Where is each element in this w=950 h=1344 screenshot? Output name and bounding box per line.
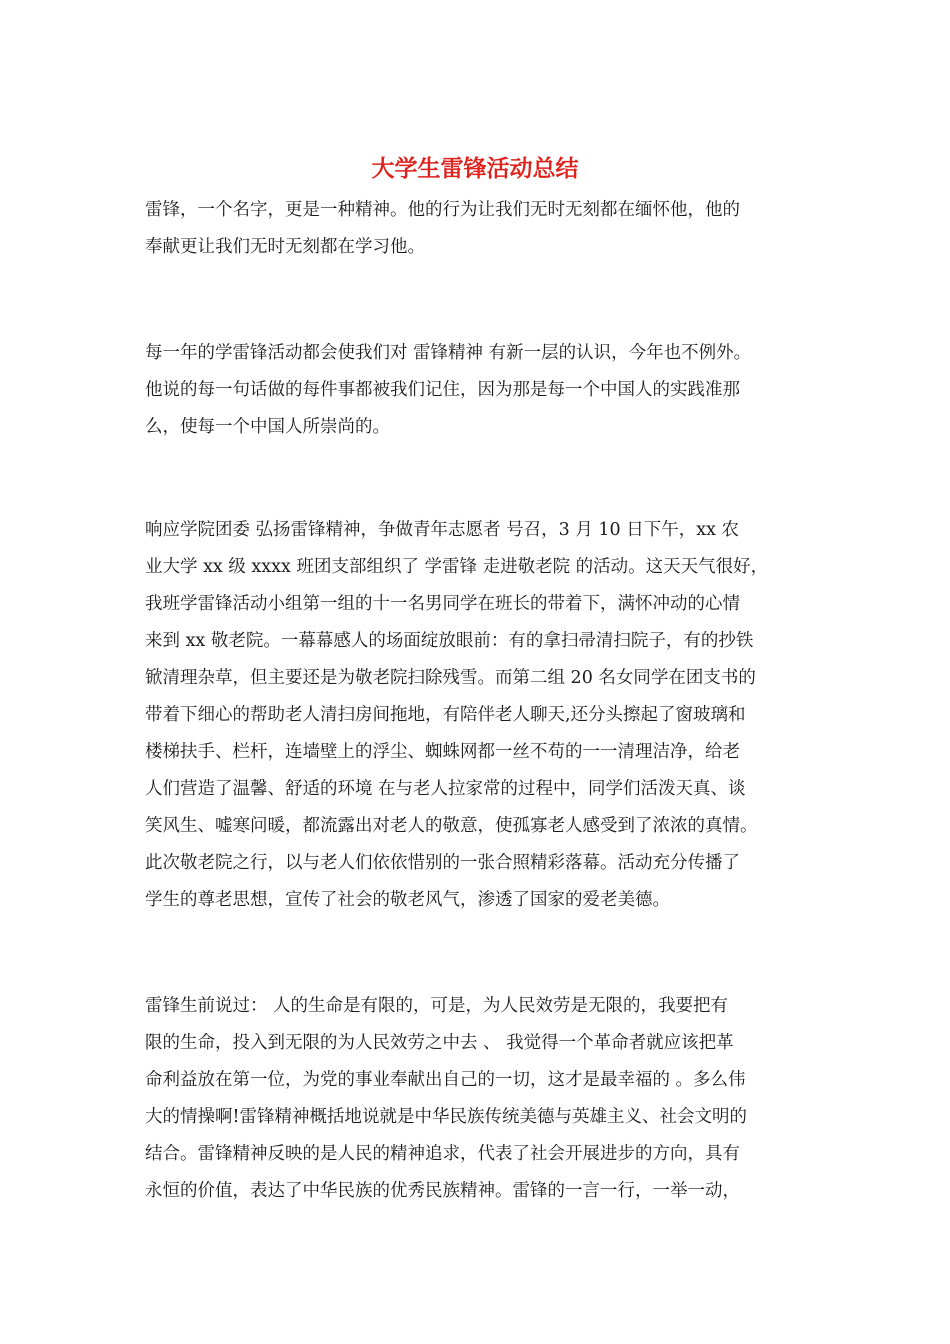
- paragraph-line: 锨清理杂草，但主要还是为敬老院扫除残雪。而第二组 20 名女同学在团支书的: [145, 668, 756, 688]
- paragraph-line: 笑风生、嘘寒问暖，都流露出对老人的敬意，使孤寡老人感受到了浓浓的真情。: [145, 816, 758, 836]
- paragraph-line: 每一年的学雷锋活动都会使我们对 雷锋精神 有新一层的认识，今年也不例外。: [145, 343, 752, 363]
- paragraph-line: 他说的每一句话做的每件事都被我们记住，因为那是每一个中国人的实践准那: [145, 380, 740, 400]
- paragraph-line: 永恒的价值，表达了中华民族的优秀民族精神。雷锋的一言一行，一举一动，: [145, 1181, 740, 1201]
- document-title: 大学生雷锋活动总结: [371, 156, 579, 182]
- paragraph-line: 么，使每一个中国人所崇尚的。: [145, 417, 390, 437]
- paragraph-line: 带着下细心的帮助老人清扫房间拖地，有陪伴老人聊天,还分头擦起了窗玻璃和: [145, 705, 746, 725]
- paragraph-line: 我班学雷锋活动小组第一组的十一名男同学在班长的带着下，满怀冲动的心情: [145, 594, 740, 614]
- paragraph-line: 大的情操啊!雷锋精神概括地说就是中华民族传统美德与英雄主义、社会文明的: [145, 1107, 748, 1127]
- paragraph-line: 此次敬老院之行，以与老人们依依惜别的一张合照精彩落幕。活动充分传播了: [145, 853, 740, 873]
- paragraph-line: 学生的尊老思想，宣传了社会的敬老风气，渗透了国家的爱老美德。: [145, 890, 670, 910]
- paragraph-line: 来到 xx 敬老院。一幕幕感人的场面绽放眼前：有的拿扫帚清扫院子，有的抄铁: [145, 631, 754, 651]
- paragraph-line: 响应学院团委 弘扬雷锋精神，争做青年志愿者 号召，3 月 10 日下午，xx 农: [145, 520, 740, 540]
- paragraph-line: 雷锋，一个名字，更是一种精神。他的行为让我们无时无刻都在缅怀他，他的: [145, 200, 740, 220]
- paragraph-line: 业大学 xx 级 xxxx 班团支部组织了 学雷锋 走进敬老院 的活动。这天天气很好，: [145, 557, 769, 577]
- paragraph-line: 人们营造了温馨、舒适的环境 在与老人拉家常的过程中，同学们活泼天真、谈: [145, 779, 746, 799]
- paragraph-line: 奉献更让我们无时无刻都在学习他。: [145, 237, 425, 257]
- paragraph-line: 结合。雷锋精神反映的是人民的精神追求，代表了社会开展进步的方向，具有: [145, 1144, 740, 1164]
- paragraph-line: 雷锋生前说过： 人的生命是有限的，可是，为人民效劳是无限的，我要把有: [145, 996, 729, 1016]
- paragraph-line: 命利益放在第一位，为党的事业奉献出自己的一切，这才是最幸福的 。多么伟: [145, 1070, 746, 1090]
- paragraph-line: 楼梯扶手、栏杆，连墙壁上的浮尘、蜘蛛网都一丝不苟的一一清理洁净，给老: [145, 742, 740, 762]
- paragraph-line: 限的生命，投入到无限的为人民效劳之中去 、 我觉得一个革命者就应该把革: [145, 1033, 734, 1053]
